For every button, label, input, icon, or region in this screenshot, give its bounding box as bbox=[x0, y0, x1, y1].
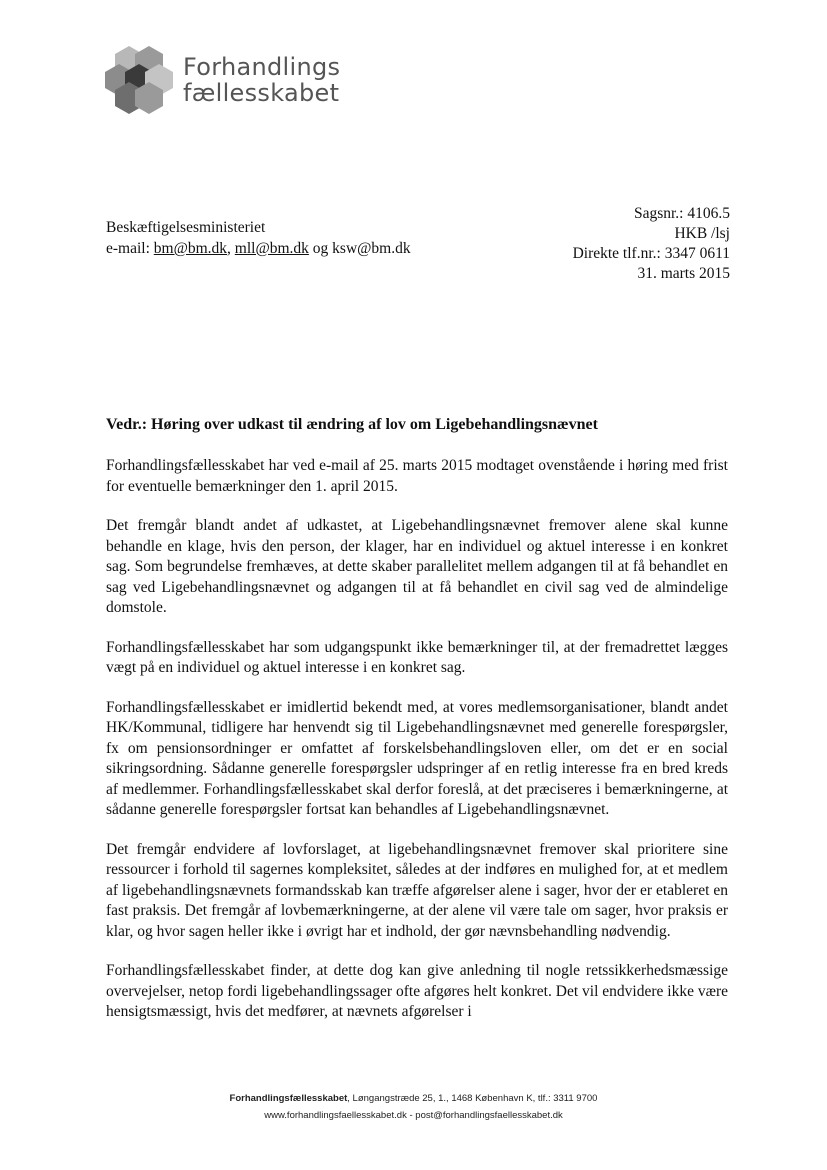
footer-separator: - bbox=[406, 1110, 416, 1121]
direct-phone: Direkte tlf.nr.: 3347 0611 bbox=[572, 245, 730, 262]
body-paragraph: Forhandlingsfællesskabet har som udgangspunkt ikke bemærkninger til, at der fremadrettet lægges vægt på en individuel og aktuel interesse i en konkret sag. bbox=[106, 638, 728, 676]
logo-line-1: Forhandlings bbox=[183, 53, 341, 81]
email-prefix: e-mail: bbox=[106, 240, 150, 257]
recipient-block bbox=[106, 217, 411, 259]
letter-body bbox=[106, 456, 728, 1042]
organization-logo bbox=[104, 44, 364, 116]
footer-contact-line bbox=[0, 1107, 827, 1124]
body-paragraph: Forhandlingsfællesskabet har ved e-mail af 25. marts 2015 modtaget ovenstående i høring med frist for eventuelle bemærkninger den 1. april 2015. bbox=[106, 457, 728, 495]
footer-address: , Løngangstræde 25, 1., 1468 København K, tlf.: 3311 9700 bbox=[347, 1093, 598, 1104]
email-link-bm[interactable]: bm@bm.dk bbox=[153, 240, 228, 257]
email-separator: , bbox=[227, 240, 231, 257]
footer-address-line bbox=[0, 1090, 827, 1107]
recipient-name: Beskæftigelsesministeriet bbox=[106, 219, 266, 236]
hexagon-cluster-icon bbox=[104, 44, 174, 116]
body-paragraph: Det fremgår endvidere af lovforslaget, at ligebehandlingsnævnet fremover skal prioritere sine ressourcer i forhold til sagernes kompleksitet, således at der indføres en mulighed for, at et medlem af ligebehandlingsnævnets formandsskab kan træffe afgørelser alene i sager, hvor der er etableret en fast praksis. Det fremgår af lovbemærkningerne, at der alene vil være tale om sager, hvor praksis er klar, og hvor sagen heller ikke i øvrigt har et indhold, der gør nævnsbehandling nødvendig. bbox=[106, 840, 728, 940]
body-paragraph: Det fremgår blandt andet af udkastet, at Ligebehandlingsnævnet fremover alene skal kunne behandle en klage, hvis den person, der klager, har en individuel og aktuel interesse i en konkret sag. Som begrundelse fremhæves, at dette skaber parallelitet mellem adgangen til at få behandlet en sag ved Ligebehandlingsnævnet og adgangen til at få behandlet en civil sag ved de almindelige domstole. bbox=[106, 517, 728, 616]
logo-wordmark bbox=[183, 54, 340, 106]
footer-website-link[interactable]: www.forhandlingsfaellesskabet.dk bbox=[264, 1110, 407, 1121]
body-paragraph: Forhandlingsfællesskabet er imidlertid bekendt med, at vores medlemsorganisationer, blandt andet HK/Kommunal, tidligere har henvendt sig til Ligebehandlingsnævnet med generelle forespørgsler, fx om pensionsordninger er omfattet af forskelsbehandlingsloven eller, om det er en social sikringsordning. Sådanne generelle forespørgsler udspringer af en retlig interesse fra en bred kreds af medlemmer. Forhandlingsfællesskabet skal derfor foreslå, at det præciseres i bemærkningerne, at sådanne generelle forespørgsler fortsat kan behandles af Ligebehandlingsnævnet. bbox=[106, 698, 728, 818]
body-paragraph: Forhandlingsfællesskabet finder, at dette dog kan give anledning til nogle retssikkerhedsmæssige overvejelser, netop fordi ligebehandlingssager ofte afgøres helt konkret. Det vil endvidere ikke være hensigtsmæssigt, hvis det medfører, at nævnets afgørelser i bbox=[106, 962, 728, 1020]
email-ksw: ksw@bm.dk bbox=[332, 240, 411, 257]
logo-line-2: fællesskabet bbox=[183, 79, 340, 107]
email-conjunction: og bbox=[312, 240, 329, 257]
recipient-email-line bbox=[106, 238, 411, 259]
letter-subject: Vedr.: Høring over udkast til ændring af lov om Ligebehandlingsnævnet bbox=[106, 416, 598, 433]
case-meta-block bbox=[573, 204, 730, 284]
letter-footer bbox=[0, 1090, 827, 1124]
initials: HKB /lsj bbox=[674, 225, 730, 242]
footer-email-link[interactable]: post@forhandlingsfaellesskabet.dk bbox=[415, 1110, 563, 1121]
case-number: Sagsnr.: 4106.5 bbox=[633, 205, 730, 222]
email-link-mll[interactable]: mll@bm.dk bbox=[234, 240, 309, 257]
footer-brand: Forhandlingsfællesskabet bbox=[229, 1093, 348, 1104]
letter-date: 31. marts 2015 bbox=[637, 265, 730, 282]
